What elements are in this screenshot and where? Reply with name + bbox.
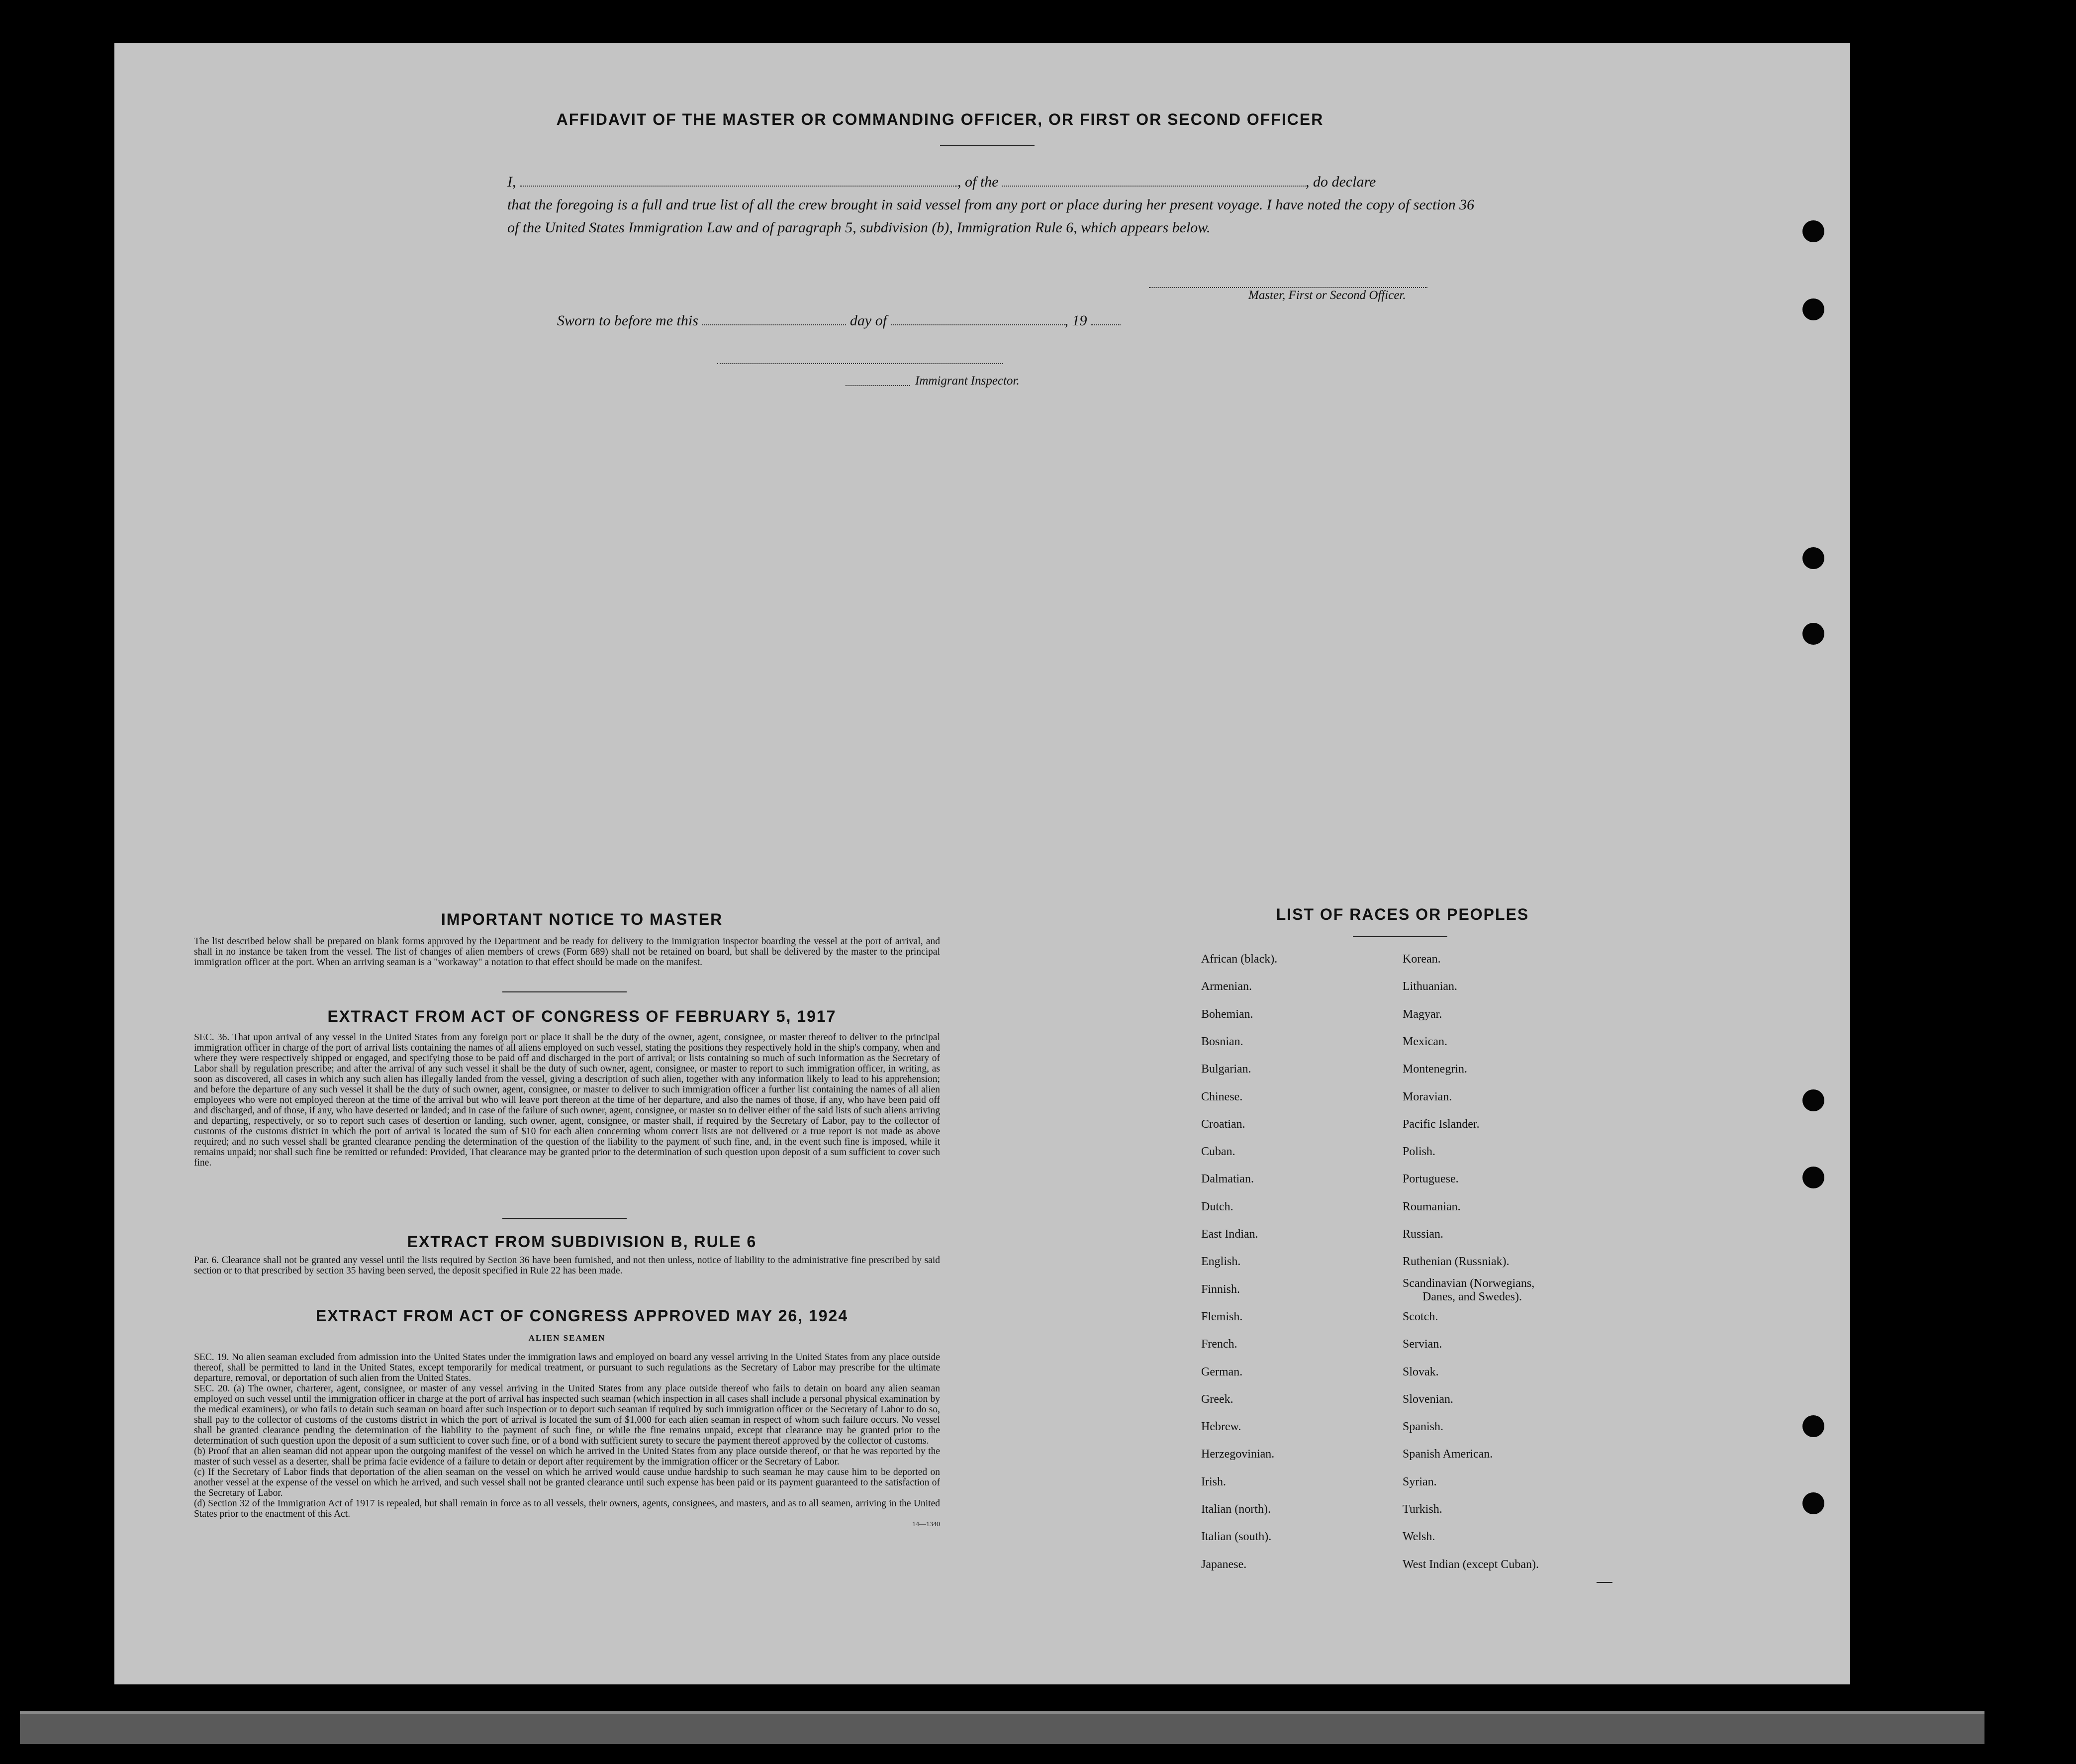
extract-1917-title: EXTRACT FROM ACT OF CONGRESS OF FEBRUARY 5, 1917 <box>327 1007 837 1025</box>
vessel-blank[interactable] <box>1002 186 1306 187</box>
section-rule <box>502 991 627 992</box>
binder-hole <box>1802 1492 1824 1514</box>
race-item: Irish. <box>1201 1475 1226 1488</box>
sec-19-text: SEC. 19. No alien seaman excluded from admission into the United States under the immigration laws and employed on board any vessel arriving in the United States from any place outside thereof, shall be permitted to land in the United States, except temporarily for medical treatment, or pursuant to such regulations as the Secretary of Labor may prescribe for the ultimate departure, removal, or deportation of such alien from the United States. <box>194 1352 940 1383</box>
races-end-rule <box>1597 1582 1612 1583</box>
race-item: Portuguese. <box>1403 1173 1459 1186</box>
extract-1917-text: SEC. 36. That upon arrival of any vessel in the United States from any foreign port or place it shall be the duty of the owner, agent, consignee, or master thereof to deliver to the principal immigration officer in charge of the port of arrival lists containing the names of all aliens employed on such vessel, stating the positions they respectively hold in the ship's company, when and where they were respectively shipped or engaged, and specifying those to be paid off and discharged in the port of arrival; or lists containing so much of such information as the Secretary of Labor shall by regulation prescribe; and after the arrival of any such vessel it shall be the duty of such owner, agent, consignee, or master to report to such immigration officer, in writing, as soon as discovered, all cases in which any such alien has illegally landed from the vessel, giving a description of such alien, together with any information likely to lead to his apprehension; and before the departure of any such vessel it shall be the duty of such owner, agent, consignee, or master to deliver to such immigration officer a further list containing the names of all alien employees who were not employed thereon at the time of the arrival but who will leave port thereon at the time of her departure, and also the names of those, if any, who have been paid off and discharged, and of those, if any, who have deserted or landed; and in case of the failure of such owner, agent, consignee, or master so to deliver either of the said lists of such aliens arriving and departing, respectively, or so to report such cases of desertion or landing, such owner, agent, consignee, or master shall, if required by the Secretary of Labor, pay to the collector of customs of the customs district in which the port of arrival is located the sum of $10 for each alien concerning whom correct lists are not delivered or a true report is not made as above required; and no such vessel shall be granted clearance pending the determination of the question of the liability to the payment of such fine, and, in the event such fine is imposed, while it remains unpaid; nor shall such fine be remitted or refunded: Provided, That clearance may be granted prior to the determination of such question upon deposit of a sum sufficient to cover such fine. <box>194 1032 940 1168</box>
race-item: Moravian. <box>1403 1090 1452 1103</box>
rule-6-text: Par. 6. Clearance shall not be granted any vessel until the lists required by Section 36 have been furnished, and not then unless, notice of liability to the administrative fine prescribed by said section or to that prescribed by section 35 having been served, the deposit specified in Rule 22 has been made. <box>194 1255 940 1276</box>
alien-seamen-subtitle: ALIEN SEAMEN <box>528 1333 606 1343</box>
race-item: Magyar. <box>1403 1007 1442 1021</box>
race-item: Hebrew. <box>1201 1420 1241 1434</box>
race-item: English. <box>1201 1255 1241 1269</box>
extract-1924-title: EXTRACT FROM ACT OF CONGRESS APPROVED MAY 26, 1924 <box>315 1307 849 1325</box>
race-item: Dutch. <box>1201 1200 1233 1213</box>
binder-hole <box>1802 547 1824 569</box>
race-item: Japanese. <box>1201 1558 1247 1571</box>
year-blank[interactable] <box>1091 324 1121 325</box>
sec-20c-text: (c) If the Secretary of Labor finds that deportation of the alien seaman on the vessel on which he arrived would cause undue hardship to such seaman he may cause him to be deported on another vessel at the expense of the vessel on which he arrived, and such vessel shall not be granted clearance until such expense has been paid or its payment guaranteed to the satisfaction of the Secretary of Labor. <box>194 1467 940 1498</box>
binder-hole <box>1802 1089 1824 1111</box>
page-edge-shadow <box>20 1711 1984 1744</box>
race-item: Welsh. <box>1403 1530 1435 1544</box>
of-the-label: , of the <box>957 174 999 190</box>
affidavit-first-line <box>507 171 1477 194</box>
master-label: Master, First or Second Officer. <box>1248 289 1406 302</box>
sworn-label: Sworn to before me this <box>557 312 698 329</box>
race-item: Lithuanian. <box>1403 980 1457 993</box>
day-of-label: day of <box>849 312 887 329</box>
race-item: Servian. <box>1403 1338 1442 1351</box>
extract-1924-text <box>194 1352 940 1530</box>
race-item: Roumanian. <box>1403 1200 1461 1213</box>
race-item: African (black). <box>1201 953 1278 966</box>
race-item: Cuban. <box>1201 1145 1235 1159</box>
race-item: Slovenian. <box>1403 1392 1453 1406</box>
race-item: Finnish. <box>1201 1282 1240 1296</box>
race-item: Polish. <box>1403 1145 1436 1159</box>
master-signature-line[interactable] <box>1149 287 1427 288</box>
race-item: Syrian. <box>1403 1475 1437 1488</box>
race-item: Italian (north). <box>1201 1503 1271 1516</box>
race-item: Russian. <box>1403 1228 1444 1241</box>
binder-hole <box>1802 623 1824 645</box>
race-item: Bulgarian. <box>1201 1063 1251 1076</box>
rule-6-title: EXTRACT FROM SUBDIVISION B, RULE 6 <box>407 1233 757 1251</box>
race-item: Croatian. <box>1201 1117 1245 1131</box>
sworn-line <box>557 312 1121 329</box>
race-item: Herzegovinian. <box>1201 1448 1275 1461</box>
title-rule <box>940 145 1035 146</box>
do-declare-label: , do declare <box>1306 174 1376 190</box>
section-rule <box>502 1218 627 1219</box>
race-item-continuation: Danes, and Swedes). <box>1422 1290 1522 1303</box>
race-item: Bosnian. <box>1201 1035 1243 1048</box>
race-item: Pacific Islander. <box>1403 1117 1480 1131</box>
race-item: Dalmatian. <box>1201 1173 1254 1186</box>
affidavit-lead: I, <box>507 174 516 190</box>
races-title: LIST OF RACES OR PEOPLES <box>1276 905 1529 923</box>
race-item: Italian (south). <box>1201 1530 1272 1544</box>
month-blank[interactable] <box>891 324 1065 325</box>
inspector-label: Immigrant Inspector. <box>915 374 1020 388</box>
race-item: Turkish. <box>1403 1503 1442 1516</box>
binder-hole <box>1802 220 1824 242</box>
notice-text: The list described below shall be prepared on blank forms approved by the Department and be ready for delivery to the immigration inspector boarding the vessel at the port of arrival, and shall in no instance be taken from the vessel. The list of changes of alien members of crews (Form 689) shall not be retained on board, but shall be delivered by the master to the principal immigration officer at the port. When an arriving seaman is a "workaway" a notation to that effect should be made on the manifest. <box>194 936 940 968</box>
sec-20a-text: SEC. 20. (a) The owner, charterer, agent, consignee, or master of any vessel arriving in the United States from any place outside thereof who fails to detain on board any alien seaman employed on such vessel until the immigration officer in charge at the port of arrival has inspected such seaman (which inspection in all cases shall include a personal physical examination by the medical examiners), or who fails to detain such seaman on board after such inspection or to deport such seaman if required by such immigration officer or the Secretary of Labor to do so, shall pay to the collector of customs of the customs district in which the port of arrival is located the sum of $1,000 for each alien seaman in respect of whom such failure occurs. No vessel shall be granted clearance pending the determination of the liability to the payment of such fine, or while the fine remains unpaid, except that clearance may be granted prior to the determination of such question upon the deposit of a sum sufficient to cover such fine, or of a bond with sufficient surety to secure the payment thereof approved by the collector of customs. <box>194 1383 940 1446</box>
year-label: , 19 <box>1064 312 1087 329</box>
race-item: Chinese. <box>1201 1090 1243 1103</box>
race-item: Korean. <box>1403 953 1441 966</box>
race-item: Mexican. <box>1403 1035 1447 1048</box>
race-item: German. <box>1201 1365 1243 1378</box>
race-item: Armenian. <box>1201 980 1252 993</box>
name-blank[interactable] <box>520 186 957 187</box>
race-item: Flemish. <box>1201 1310 1243 1323</box>
race-item: Scotch. <box>1403 1310 1438 1323</box>
affidavit-text <box>507 171 1477 239</box>
race-item: East Indian. <box>1201 1228 1258 1241</box>
race-item: Ruthenian (Russniak). <box>1403 1255 1510 1269</box>
inspector-signature-line-short <box>846 385 910 386</box>
inspector-signature-line[interactable] <box>717 363 1003 364</box>
races-title-rule <box>1353 936 1447 937</box>
day-blank[interactable] <box>702 324 846 325</box>
sec-20d-text: (d) Section 32 of the Immigration Act of 1917 is repealed, but shall remain in force as to all vessels, their owners, agents, consignees, and masters, and as to all seamen, arriving in the United States prior to the enactment of this Act. <box>194 1498 940 1519</box>
race-item: French. <box>1201 1338 1237 1351</box>
race-item: Montenegrin. <box>1403 1063 1467 1076</box>
race-item: Scandinavian (Norwegians, <box>1403 1276 1535 1290</box>
race-item: West Indian (except Cuban). <box>1403 1558 1539 1571</box>
binder-hole <box>1802 298 1824 320</box>
affidavit-body: that the foregoing is a full and true list of all the crew brought in said vessel from any port or place during her present voyage. I have noted the copy of section 36 of the United States Immigration Law and of paragraph 5, subdivision (b), Immigration Rule 6, which appears below. <box>507 196 1475 236</box>
race-item: Spanish. <box>1403 1420 1444 1434</box>
race-item: Spanish American. <box>1403 1448 1493 1461</box>
binder-hole <box>1802 1167 1824 1188</box>
affidavit-title: AFFIDAVIT OF THE MASTER OR COMMANDING OFFICER, OR FIRST OR SECOND OFFICER <box>556 110 1324 128</box>
race-item: Slovak. <box>1403 1365 1439 1378</box>
sec-20b-text: (b) Proof that an alien seaman did not appear upon the outgoing manifest of the vessel on which he arrived in the United States from any place outside thereof, or that he was reported by the master of such vessel as a deserter, shall be prima facie evidence of a failure to detain or deport after requirement by the immigration officer or the Secretary of Labor. <box>194 1446 940 1467</box>
binder-hole <box>1802 1415 1824 1437</box>
notice-title: IMPORTANT NOTICE TO MASTER <box>441 910 723 928</box>
race-item: Greek. <box>1201 1392 1233 1406</box>
race-item: Bohemian. <box>1201 1007 1253 1021</box>
form-number: 14—1340 <box>912 1521 940 1528</box>
